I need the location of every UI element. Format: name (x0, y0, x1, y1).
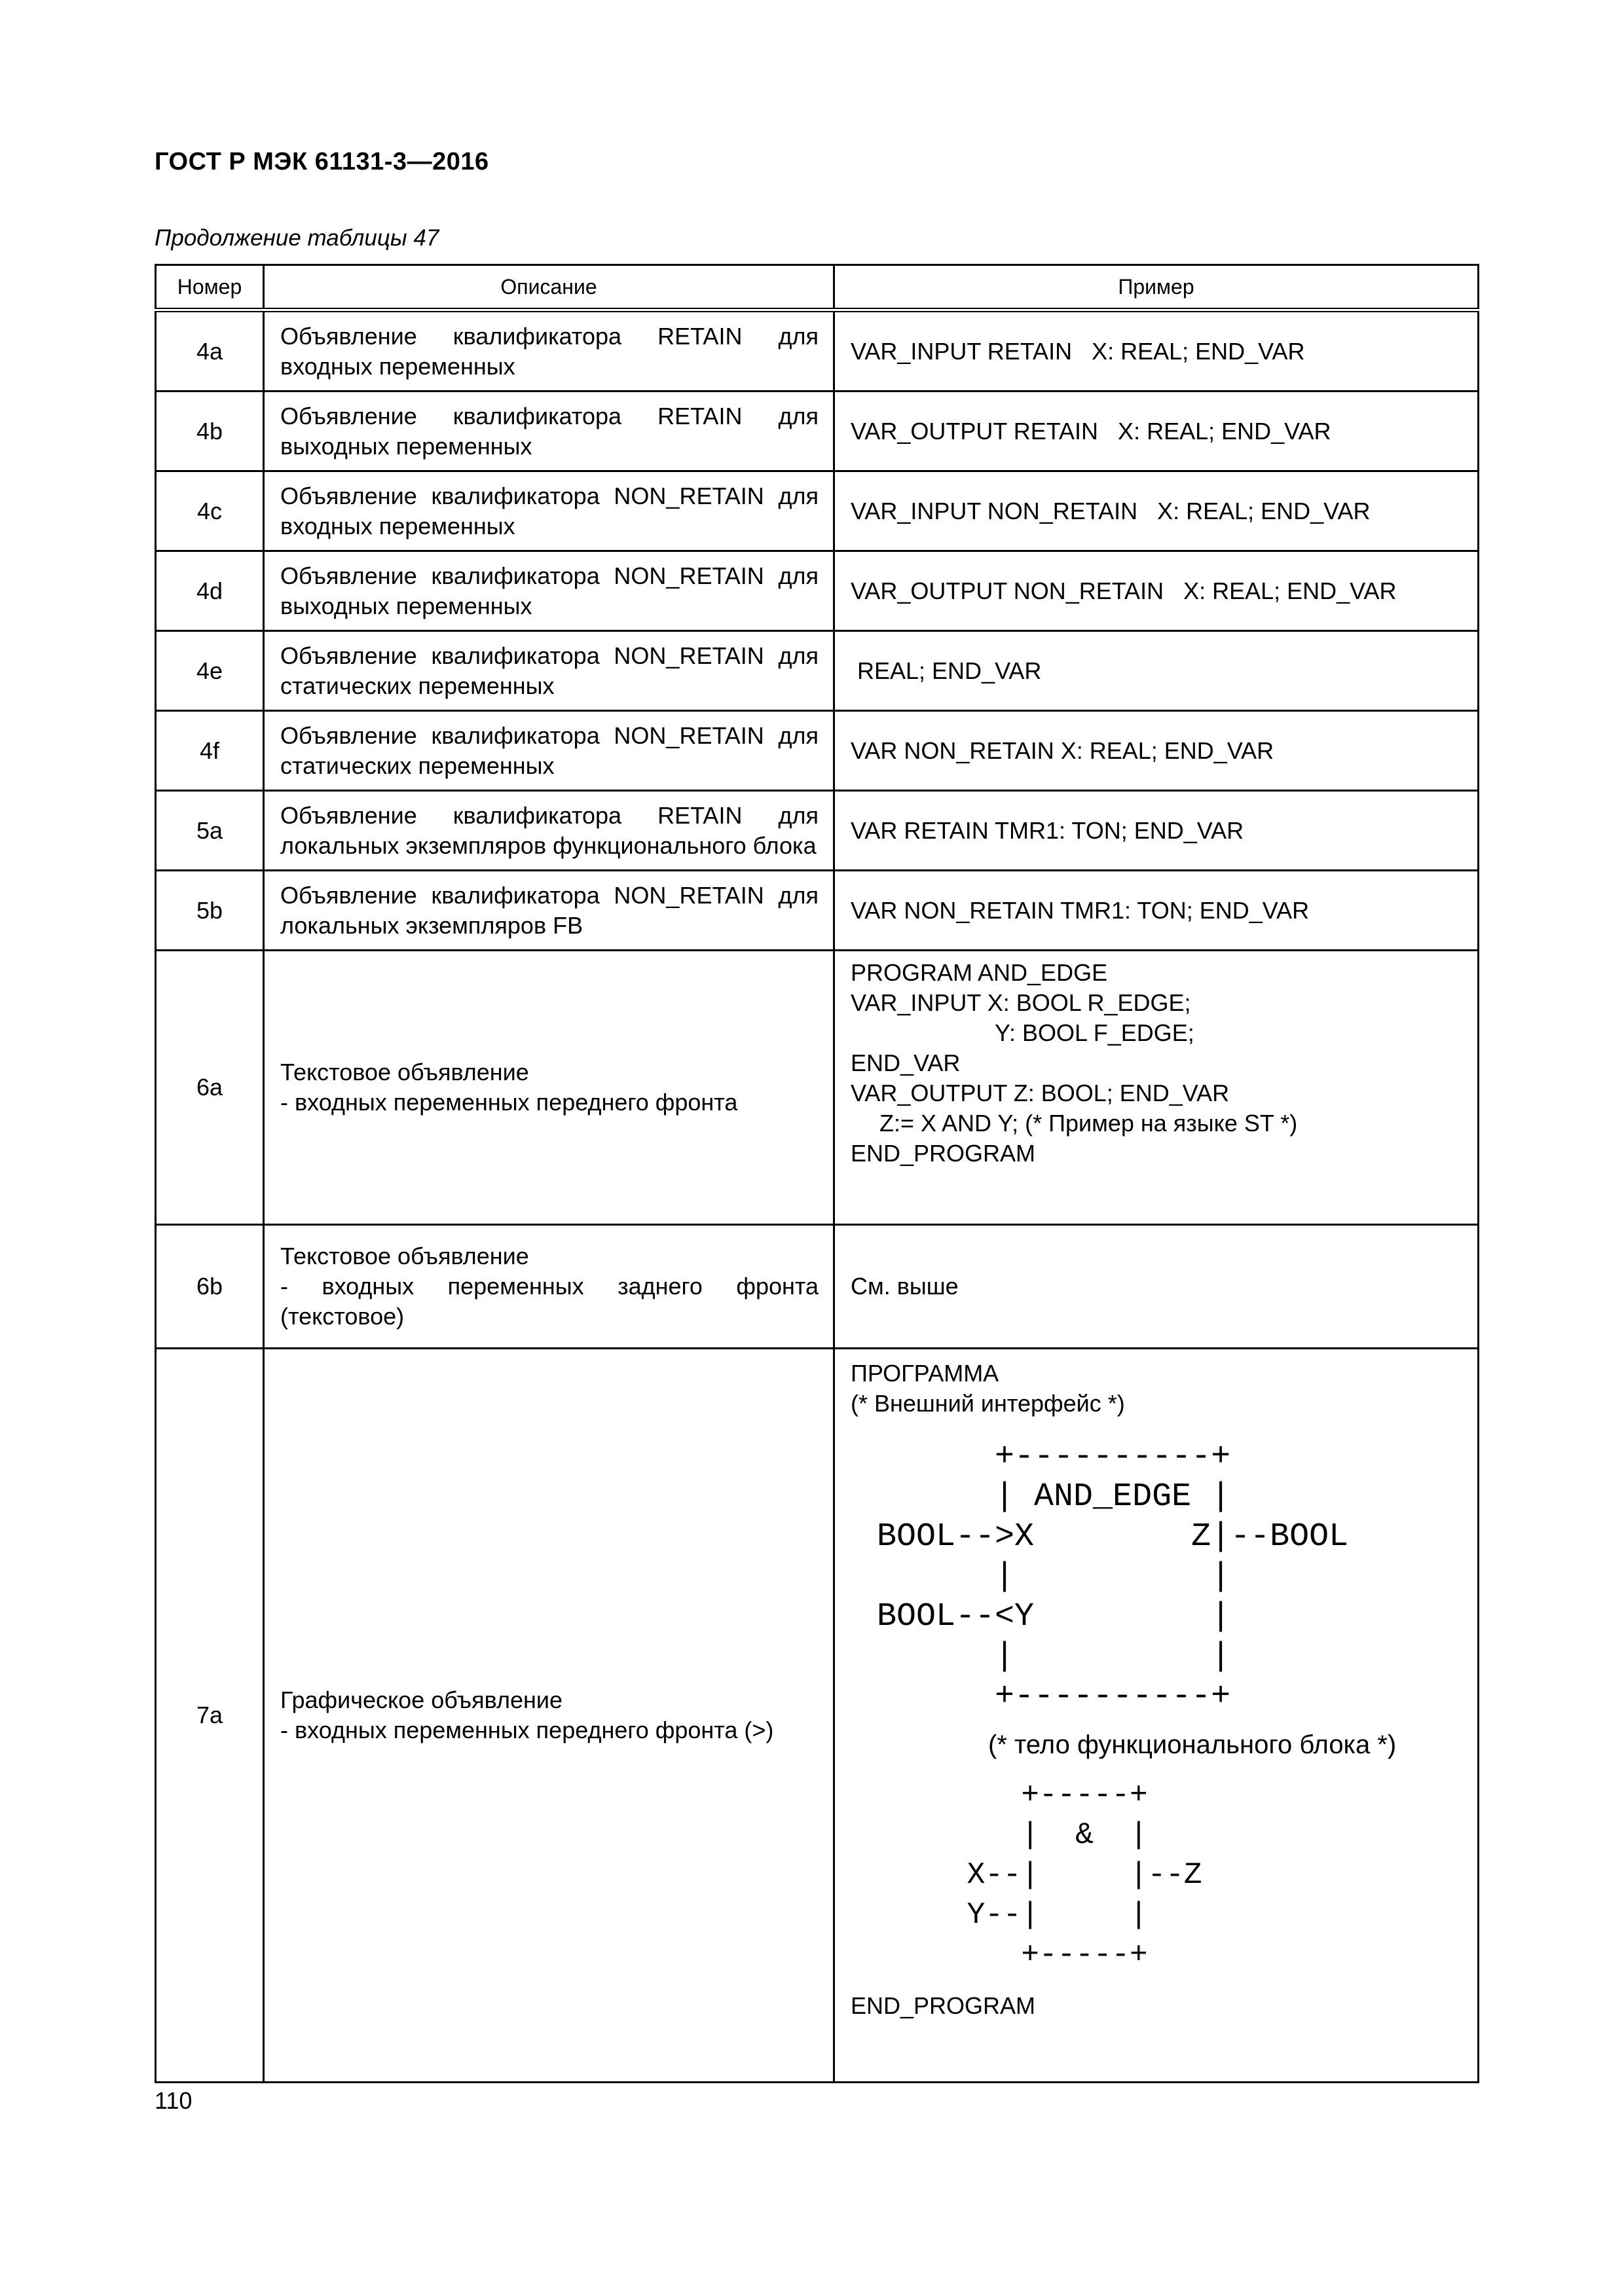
row-example (834, 471, 1479, 551)
example-line: VAR_INPUT RETAIN X: REAL; END_VAR (851, 337, 1305, 365)
table-row (156, 551, 1479, 631)
description-line: Текстовое объявление (280, 1059, 529, 1085)
description-line: - входных переменных заднего фронта (текстовое) (280, 1273, 819, 1330)
interface-diagram: +----------+ | AND_EDGE | BOOL-->X Z|--BOOL | | BOOL--<Y | | | +----------+ (877, 1438, 1349, 1715)
table-47 (155, 264, 1479, 2083)
table-row (156, 711, 1479, 791)
row-example (834, 951, 1479, 1225)
description-line: - входных переменных переднего фронта (280, 1089, 738, 1116)
example-line: VAR RETAIN TMR1: TON; END_VAR (851, 816, 1244, 844)
row-description: Объявление квалификатора NON_RETAIN для статических переменных (264, 711, 834, 791)
row-description (264, 1225, 834, 1349)
row-number: 6b (156, 1225, 264, 1349)
row-description: Объявление квалификатора NON_RETAIN для локальных экземпляров FB (264, 871, 834, 951)
example-line: ПРОГРАММА (851, 1360, 999, 1387)
body-comment: (* тело функционального блока *) (988, 1730, 1397, 1759)
table-row (156, 871, 1479, 951)
row-example (834, 551, 1479, 631)
example-line: END_VAR (851, 1049, 961, 1076)
table-row (156, 310, 1479, 392)
table-caption: Продолжение таблицы 47 (155, 225, 439, 251)
example-line: END_PROGRAM (851, 1992, 1036, 2019)
row-number: 4e (156, 631, 264, 711)
row-number: 6a (156, 951, 264, 1225)
row-description: Объявление квалификатора NON_RETAIN для статических переменных (264, 631, 834, 711)
row-example (834, 1349, 1479, 2083)
example-line: Y: BOOL F_EDGE; (995, 1019, 1194, 1046)
table-row (156, 392, 1479, 471)
description-line: Текстовое объявление (280, 1243, 529, 1269)
table-row (156, 951, 1479, 1225)
row-description (264, 1349, 834, 2083)
table-row (156, 471, 1479, 551)
row-description: Объявление квалификатора NON_RETAIN для входных переменных (264, 471, 834, 551)
row-number: 5b (156, 871, 264, 951)
row-number: 4d (156, 551, 264, 631)
example-line: END_PROGRAM (851, 1140, 1036, 1167)
description-line: - входных переменных переднего фронта (>) (280, 1717, 774, 1743)
table-row (156, 1225, 1479, 1349)
example-line: VAR NON_RETAIN X: REAL; END_VAR (851, 737, 1274, 764)
col-header-number: Номер (156, 265, 264, 310)
example-line: VAR_INPUT NON_RETAIN X: REAL; END_VAR (851, 497, 1371, 524)
example-line: VAR_INPUT X: BOOL R_EDGE; (851, 989, 1191, 1016)
row-number: 7a (156, 1349, 264, 2083)
col-header-description: Описание (264, 265, 834, 310)
and-block-diagram: +-----+ | & | X--| |--Z Y--| | +-----+ (967, 1778, 1202, 1972)
row-example (834, 631, 1479, 711)
table-header-row (156, 265, 1479, 310)
example-line: VAR_OUTPUT RETAIN X: REAL; END_VAR (851, 417, 1331, 445)
row-description: Объявление квалификатора RETAIN для входных переменных (264, 310, 834, 392)
example-line: VAR_OUTPUT NON_RETAIN X: REAL; END_VAR (851, 577, 1397, 604)
row-description: Объявление квалификатора NON_RETAIN для выходных переменных (264, 551, 834, 631)
row-description: Объявление квалификатора RETAIN для локальных экземпляров функционального блока (264, 791, 834, 871)
row-example (834, 711, 1479, 791)
row-number: 4f (156, 711, 264, 791)
spec-table (155, 264, 1479, 2083)
row-example (834, 310, 1479, 392)
row-number: 5a (156, 791, 264, 871)
row-number: 4a (156, 310, 264, 392)
description-line: Графическое объявление (280, 1686, 563, 1713)
table-row (156, 631, 1479, 711)
example-line: PROGRAM AND_EDGE (851, 959, 1108, 986)
col-header-example: Пример (834, 265, 1479, 310)
row-example (834, 791, 1479, 871)
row-example (834, 871, 1479, 951)
example-line: REAL; END_VAR (851, 657, 1042, 684)
table-row (156, 1349, 1479, 2083)
document-header: ГОСТ Р МЭК 61131-3—2016 (155, 148, 489, 175)
row-number: 4c (156, 471, 264, 551)
example-line: См. выше (851, 1273, 959, 1300)
row-description: Объявление квалификатора RETAIN для выходных переменных (264, 392, 834, 471)
row-example (834, 1225, 1479, 1349)
example-line: VAR_OUTPUT Z: BOOL; END_VAR (851, 1080, 1230, 1106)
row-number: 4b (156, 392, 264, 471)
table-row (156, 791, 1479, 871)
row-description (264, 951, 834, 1225)
example-line: Z:= X AND Y; (* Пример на языке ST *) (879, 1110, 1298, 1137)
example-line: VAR NON_RETAIN TMR1: TON; END_VAR (851, 896, 1310, 924)
example-line: (* Внешний интерфейс *) (851, 1390, 1125, 1417)
row-example (834, 392, 1479, 471)
page-number: 110 (155, 2087, 193, 2114)
